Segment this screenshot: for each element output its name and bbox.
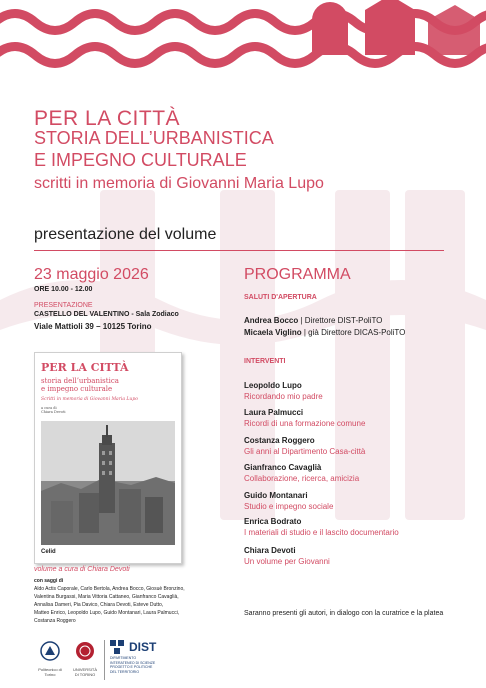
book-cover	[34, 352, 182, 564]
talk-speaker: Enrica Bodrato	[244, 517, 302, 526]
authors-note: Saranno presenti gli autori, in dialogo con la curatrice e la platea	[244, 610, 444, 617]
talk-title: Collaborazione, ricerca, amicizia	[244, 474, 360, 483]
talk-title: Gli anni al Dipartimento Casa-città	[244, 447, 366, 456]
dist-subtitle: PROGETTO E POLITICHE	[110, 665, 153, 669]
authors-line: Aldo Actis Caporale, Carlo Bertola, Andrea Bocco, Giosuè Bronzino,	[34, 586, 185, 592]
dist-logo	[110, 640, 180, 674]
talk-speaker: Chiara Devoti	[244, 546, 296, 555]
event-date: 23 maggio 2026	[34, 266, 149, 283]
unito-logo	[70, 640, 100, 677]
programme-heading: PROGRAMMA	[244, 266, 351, 283]
talk-title: Studio e impegno sociale	[244, 502, 334, 511]
book-editor	[41, 406, 66, 414]
talk-speaker: Leopoldo Lupo	[244, 381, 302, 390]
event-address: Viale Mattioli 39 – 10125 Torino	[34, 322, 152, 331]
book-dedication: Scritti in memoria di Giovanni Maria Lupo	[41, 397, 138, 402]
subtitle: scritti in memoria di Giovanni Maria Lupo	[34, 175, 324, 192]
authors-line: Annalisa Dameri, Pia Davico, Chiara Devoti, Esteve Dutto,	[34, 602, 164, 608]
publisher-logo: Celid	[41, 549, 56, 555]
book-editor-label: a cura di	[41, 406, 57, 410]
talk-title: Ricordando mio padre	[244, 392, 323, 401]
talk-title: I materiali di studio e il lascito documentario	[244, 528, 399, 537]
dist-emblem-icon	[110, 640, 126, 654]
city-photo	[41, 421, 175, 545]
greeting-speaker	[244, 328, 405, 337]
talk-speaker: Costanza Roggero	[244, 436, 315, 445]
book-subtitle-line-2: e impegno culturale	[41, 385, 113, 393]
talk-title: Un volume per Giovanni	[244, 557, 330, 566]
book-subtitle-line-1: storia dell’urbanistica	[41, 377, 119, 385]
event-venue: CASTELLO DEL VALENTINO - Sala Zodiaco	[34, 311, 179, 318]
dist-subtitle: DIPARTIMENTO	[110, 656, 137, 660]
title-line-2: STORIA DELL’URBANISTICA	[34, 128, 274, 148]
greetings-heading: SALUTI D'APERTURA	[244, 294, 317, 301]
greeting-speaker	[244, 316, 382, 325]
presentation-heading: presentazione del volume	[34, 226, 217, 243]
talks-heading: INTERVENTI	[244, 358, 286, 365]
dist-subtitle: DEL TERRITORIO	[110, 669, 140, 674]
main-title: PER LA CITTÀ	[34, 107, 181, 130]
divider-line	[34, 250, 444, 251]
polito-name: Politecnico di Torino	[38, 667, 62, 677]
logo-separator	[104, 640, 105, 680]
talk-speaker: Laura Palmucci	[244, 408, 304, 417]
speaker-role: | già Direttore DICAS-PoliTO	[301, 328, 406, 337]
book-subtitle	[41, 377, 119, 393]
essay-authors	[34, 585, 234, 625]
event-time: ORE 10.00 - 12.00	[34, 286, 93, 293]
unito-name-line-2: DI TORINO	[74, 672, 96, 677]
event-label: PRESENTAZIONE	[34, 302, 93, 309]
volume-editor: volume a cura di Chiara Devoti	[34, 566, 130, 573]
authors-line: Matteo Enrico, Leopoldo Lupo, Guido Montanari, Laura Palmucci,	[34, 610, 180, 616]
title-line-3: E IMPEGNO CULTURALE	[34, 150, 247, 170]
authors-line: Costanza Roggero	[34, 618, 76, 624]
polito-logo	[34, 640, 66, 677]
unito-name-line-1: UNIVERSITÀ	[72, 667, 97, 672]
authors-line: Valentina Burgassi, Maria Vittoria Cattaneo, Gianfranco Cavaglià,	[34, 594, 179, 600]
book-editor-name: Chiara Devoti	[41, 410, 66, 414]
dist-subtitle: INTERATENEO DI SCIENZE	[110, 660, 156, 665]
talk-speaker: Guido Montanari	[244, 491, 308, 500]
speaker-role: | Direttore DIST-PoliTO	[298, 316, 383, 325]
speaker-name: Andrea Bocco	[244, 316, 299, 325]
polito-emblem-icon	[34, 640, 66, 662]
unito-emblem-icon	[70, 640, 100, 662]
speaker-name: Micaela Viglino	[244, 328, 302, 337]
dist-name: DIST	[129, 640, 157, 654]
talk-title: Ricordi di una formazione comune	[244, 419, 366, 428]
book-title: PER LA CITTÀ	[41, 361, 129, 374]
talk-speaker: Gianfranco Cavaglià	[244, 463, 322, 472]
essays-label: con saggi di	[34, 578, 64, 584]
